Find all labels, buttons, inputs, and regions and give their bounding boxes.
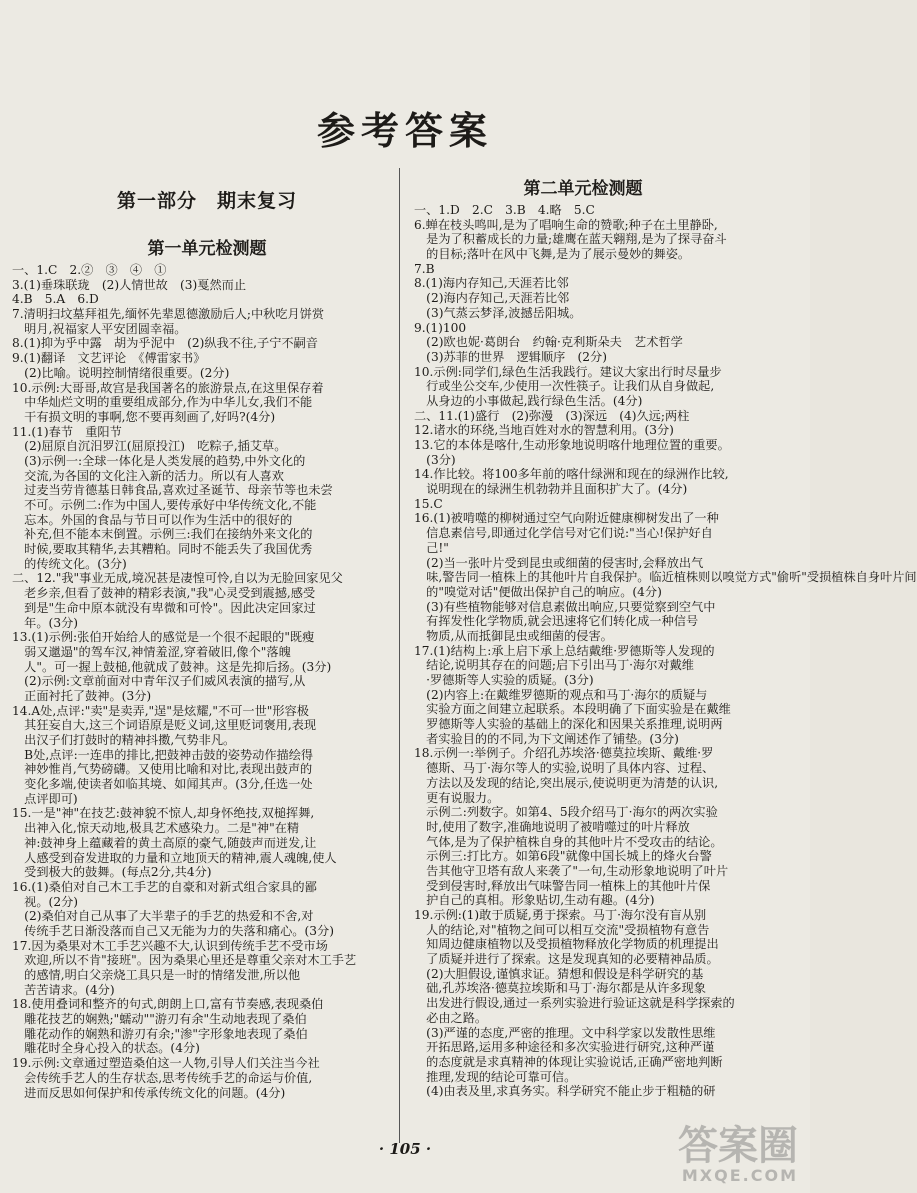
answer-line: 会传统手艺人的生存状态,思考传统手艺的命运与价值,: [12, 1070, 313, 1085]
answer-line: 方法以及发现的结论,突出展示,使说明更为清楚的认识,: [414, 775, 719, 790]
answer-line: 10.示例:同学们,绿色生活我践行。建议大家出行时尽量步: [414, 364, 722, 379]
answer-line: 更有说服力。: [414, 790, 500, 805]
answer-line: 的态度就是求真精神的体现让实验说话,正确严密地判断: [414, 1054, 723, 1069]
answer-line: 结论,说明其存在的问题;启下引出马丁·海尔对戴维: [414, 658, 694, 673]
answer-line: (3)严谨的态度,严密的推理。文中科学家以发散性思维: [414, 1025, 716, 1040]
answer-line: 神:鼓神身上蕴藏着的黄土高原的豪气,随鼓声而迸发,让: [12, 835, 317, 850]
answer-line: (3分): [414, 452, 456, 467]
answer-line: 雕花时全身心投入的状态。(4分): [12, 1041, 200, 1056]
answer-line: 14.作比较。将100多年前的喀什绿洲和现在的绿洲作比较,: [414, 467, 729, 482]
unit1-title: 第一单元检测题: [147, 239, 267, 259]
answer-line: 7.B: [414, 261, 435, 276]
answer-line: ·罗德斯等人实验的质疑。(3分): [414, 673, 594, 687]
answer-line: 一、1.D 2.C 3.B 4.略 5.C: [414, 203, 595, 217]
answer-line: 础,孔苏埃洛·德莫拉埃斯和马丁·海尔都是从许多现象: [414, 981, 706, 996]
answer-line: 传统手艺日渐没落而自己又无能为力的失落和痛心。(3分): [12, 923, 334, 938]
answer-line: 信息素信号,即通过化学信号对它们说:"当心!保护好自: [414, 526, 713, 541]
answer-line: 示例二:列数字。如第4、5段介绍马丁·海尔的两次实验: [414, 805, 718, 820]
answer-line: (2)当一张叶片受到昆虫或细菌的侵害时,会释放出气: [414, 555, 704, 570]
answer-line: (2)屈原自沉汨罗江(屈原投江) 吃粽子,插艾草。: [12, 439, 287, 454]
answer-line: 16.(1)桑伯对自己木工手艺的自豪和对新式组合家具的鄙: [12, 879, 317, 894]
answer-line: 视。(2分): [12, 894, 79, 909]
answer-line: 8.(1)抑为乎中露 胡为乎泥中 (2)纵我不往,子宁不嗣音: [12, 336, 318, 351]
answer-line: 己!": [414, 540, 449, 555]
answer-line: 知周边健康植物以及受损植物释放化学物质的机理提出: [414, 937, 719, 952]
answer-line: 开拓思路,运用多种途径和多次实验进行研究,这种严谨: [414, 1040, 715, 1055]
answer-line: (2)示例:文章前面对中青年汉子们威风表演的描写,从: [12, 674, 306, 689]
answer-line: 9.(1)100: [414, 320, 467, 335]
answer-line: 雕花技艺的娴熟;"蠕动""游刃有余"生动地表现了桑伯: [12, 1012, 307, 1027]
answer-line: 13.(1)示例:张伯开始给人的感觉是一个很不起眼的"既瘦: [12, 630, 315, 645]
answer-line: 进而反思如何保护和传承传统文化的问题。(4分): [12, 1085, 286, 1100]
answer-line: 的目标;落叶在风中飞舞,是为了展示曼妙的舞姿。: [414, 247, 691, 262]
answer-line: B处,点评:一连串的排比,把鼓神击鼓的姿势动作描绘得: [12, 747, 314, 762]
answer-line: (4)由表及里,求真务实。科学研究不能止步于粗糙的研: [414, 1084, 716, 1099]
answer-line: 正面衬托了鼓神。(3分): [12, 688, 152, 703]
answer-line: (3)气蒸云梦泽,波撼岳阳城。: [414, 305, 582, 320]
answer-line: 9.(1)翻译 文艺评论 《傅雷家书》: [12, 351, 206, 366]
answer-line: 年。(3分): [12, 615, 79, 630]
answer-line: 17.(1)结构上:承上启下承上总结戴维·罗德斯等人发现的: [414, 643, 715, 658]
answer-line: 的传统文化。(3分): [12, 556, 127, 571]
answer-line: 示例三:打比方。如第6段"就像中国长城上的烽火台警: [414, 849, 712, 864]
answer-line: 13.它的本体是喀什,生动形象地说明喀什地理位置的重要。: [414, 438, 730, 452]
answer-line: 干有损文明的事啊,您不要再刻画了,好吗?(4分): [12, 409, 276, 424]
answer-line: 味,警告同一植株上的其他叶片自我保护。临近植株则以嗅觉方式"偷听"受损植株自身叶片间: [414, 570, 917, 585]
answer-line: (3)有些植物能够对信息素做出响应,只要觉察到空气中: [414, 599, 716, 614]
answer-line: 雕花动作的娴熟和游刃有余;"渗"字形象地表现了桑伯: [12, 1026, 308, 1041]
answer-line: 变化多端,使读者如临其境、如闻其声。(3分,任选一处: [12, 777, 313, 792]
answer-line: 的感情,明白父亲烧工具只是一时的情绪发泄,所以他: [12, 968, 301, 982]
answer-line: 时,使用了数字,准确地说明了被啃噬过的叶片释放: [414, 819, 690, 834]
answer-line: 不可。示例二:作为中国人,要传承好中华传统文化,不能: [12, 498, 317, 512]
answer-line: 者实验目的的不同,为下文阐述作了铺垫。(3分): [414, 731, 679, 746]
answer-line: 弱又邋遢"的驾车汉,神情羞涩,穿着破旧,像个"落魄: [12, 644, 291, 659]
answer-line: 二、11.(1)盛行 (2)弥漫 (3)深远 (4)久远;两柱: [414, 408, 690, 423]
answer-line: 说明现在的绿洲生机勃勃并且面积扩大了。(4分): [414, 482, 688, 497]
answer-line: 出汉子们打鼓时的精神抖擞,气势非凡。: [12, 733, 236, 747]
answer-line: 14.A处,点评:"卖"是卖弄,"逞"是炫耀,"不可一世"形容极: [12, 703, 309, 718]
part-title: 第一部分 期末复习: [116, 190, 297, 212]
answer-line: 11.(1)春节 重阳节: [12, 424, 122, 439]
answer-line: 了质疑并进行了探索。这是发现真知的必要精神品质。: [414, 952, 719, 967]
answer-line: 12.诸水的环绕,当地百姓对水的智慧利用。(3分): [414, 423, 674, 438]
answer-line: 二、12."我"事业无成,境况甚是凄惶可怜,自以为无脸回家见父: [12, 571, 343, 586]
answer-line: 19.示例:(1)敢于质疑,勇于探索。马丁·海尔没有盲从别: [414, 908, 707, 922]
column-divider: [399, 168, 400, 1143]
answer-line: 的"嗅觉对话"便做出保护自己的响应。(4分): [414, 584, 662, 599]
answer-line: 15.一是"神"在技艺:鼓神貌不惊人,却身怀绝技,双槌挥舞,: [12, 806, 315, 821]
answer-line: 18.示例一:举例子。介绍孔苏埃洛·德莫拉埃斯、戴维·罗: [414, 746, 714, 761]
page-number: · 105 ·: [378, 1140, 432, 1158]
answer-line: 神妙惟肖,气势磅礴。又使用比喻和对比,表现出鼓声的: [12, 762, 313, 777]
answer-line: 16.(1)被啃噬的柳树通过空气向附近健康柳树发出了一种: [414, 511, 719, 526]
answer-line: (3)示例一:全球一体化是人类发展的趋势,中外文化的: [12, 453, 306, 468]
answer-line: 补充,但不能本末倒置。示例三:我们在接纳外来文化的: [12, 527, 313, 542]
answer-line: 实验方面之间建立起联系。本段明确了下面实验是在戴维: [414, 702, 731, 717]
answer-line: 3.(1)垂珠联珑 (2)人情世故 (3)戛然而止: [12, 277, 247, 292]
answer-line: 10.示例:大哥哥,故宫是我国著名的旅游景点,在这里保存着: [12, 380, 324, 395]
page-title: 参考答案: [316, 108, 493, 153]
answer-line: 19.示例:文章通过塑造桑伯这一人物,引导人们关注当今社: [12, 1056, 320, 1071]
answer-line: 过麦当劳肯德基日韩食品,喜欢过圣诞节、母亲节等也未尝: [12, 483, 333, 498]
answer-line: 忘本。外国的食品与节日可以作为生活中的很好的: [12, 512, 293, 527]
answer-line: 出神入化,惊天动地,极具艺术感染力。二是"神"在精: [12, 821, 300, 836]
answer-line: 18.使用叠词和整齐的句式,朗朗上口,富有节奏感,表现桑伯: [12, 997, 324, 1012]
answer-line: 8.(1)海内存知己,天涯若比邻: [414, 276, 569, 291]
answer-line: 明月,祝福家人平安团圆幸福。: [12, 321, 187, 336]
answer-line: 物质,从而抵御昆虫或细菌的侵害。: [414, 628, 613, 643]
answer-line: 是为了积蓄成长的力量;雄鹰在蓝天翱翔,是为了探寻奋斗: [414, 232, 727, 247]
answer-line: (2)比喻。说明控制情绪很重要。(2分): [12, 365, 230, 380]
answer-line: (3)苏菲的世界 逻辑顺序 (2分): [414, 349, 607, 364]
answer-line: 4.B 5.A 6.D: [12, 292, 99, 307]
answer-line: 护自己的真相。形象贴切,生动有趣。(4分): [414, 893, 655, 908]
answer-line: 受到极大的鼓舞。(每点2分,共4分): [12, 865, 212, 880]
answer-line: 受到侵害时,释放出气味警告同一植株上的其他叶片保: [414, 878, 711, 893]
answer-line: 推理,发现的结论可靠可信。: [414, 1069, 577, 1084]
answer-line: 告其他守卫塔有敌人来袭了"一句,生动形象地说明了叶片: [414, 863, 729, 878]
answer-line: 罗德斯等人实验的基础上的深化和因果关系推理,说明两: [414, 717, 723, 732]
answer-line: 7.清明扫坟墓拜祖先,缅怀先辈恩德激励后人;中秋吃月饼赏: [12, 307, 325, 322]
answer-line: 气体,是为了保护植株自身的其他叶片不受攻击的结论。: [414, 834, 723, 849]
watermark-sub: MXQE.COM: [681, 1166, 798, 1185]
answer-line: 17.因为桑果对木工手艺兴趣不大,认识到传统手艺不受市场: [12, 938, 328, 953]
answer-line: 苦苦请求。(4分): [12, 982, 115, 997]
left-column: [12, 263, 390, 1100]
answer-line: 到是"生命中原本就没有卑微和可怜"。因此决定回家过: [12, 600, 316, 615]
answer-line: 时候,要取其精华,去其糟粕。同时不能丢失了我国优秀: [12, 542, 313, 557]
watermark-main: 答案圈: [678, 1123, 798, 1169]
answer-line: 15.C: [414, 496, 443, 511]
answer-line: 行或坐公交车,少使用一次性筷子。让我们从自身做起,: [414, 379, 715, 394]
answer-line: 交流,为各国的文化注入新的活力。所以有人喜欢: [12, 468, 284, 483]
answer-line: 出发进行假设,通过一系列实验进行验证这就是科学探索的: [414, 996, 735, 1011]
watermark-logo: [678, 1123, 798, 1185]
answer-line: 人"。可一握上鼓槌,他就成了鼓神。这是先抑后扬。(3分): [12, 659, 332, 674]
answer-line: 6.蝉在枝头鸣叫,是为了唱响生命的赞歌;种子在土里静卧,: [414, 217, 718, 232]
answer-line: 其狂妄自大,这三个词语原是贬义词,这里贬词褒用,表现: [12, 718, 317, 733]
answer-line: 人的结论,对"植物之间可以相互交流"受损植物有意告: [414, 922, 710, 937]
answer-line: (2)海内存知己,天涯若比邻: [414, 291, 570, 306]
answer-line: 必由之路。: [414, 1010, 488, 1025]
answer-line: 从身边的小事做起,践行绿色生活。(4分): [414, 393, 643, 408]
answer-line: 人感受到奋发进取的力量和立地顶天的精神,震人魂魄,使人: [12, 850, 337, 865]
answer-line: 德斯、马丁·海尔等人的实验,说明了具体内容、过程、: [414, 761, 715, 776]
answer-line: 欢迎,所以不肯"接班"。因为桑果心里还是尊重父亲对木工手艺: [12, 953, 357, 968]
answer-line: 一、1.C 2.② ③ ④ ①: [12, 263, 167, 277]
right-column: [414, 203, 917, 1099]
answer-line: (2)内容上:在戴维罗德斯的观点和马丁·海尔的质疑与: [414, 687, 708, 702]
unit2-title: 第二单元检测题: [523, 179, 643, 199]
answer-line: 有挥发性化学物质,就会迅速将它们转化成一种信号: [414, 614, 699, 629]
answer-line: 点评即可): [12, 791, 78, 806]
answer-line: (2)大胆假设,谨慎求证。猜想和假设是科学研究的基: [414, 966, 704, 981]
answer-line: (2)欧也妮·葛朗台 约翰·克利斯朵夫 艺术哲学: [414, 335, 683, 350]
answer-line: (2)桑伯对自己从事了大半辈子的手艺的热爱和不舍,对: [12, 909, 314, 924]
answer-line: 中华灿烂文明的重要组成部分,作为中华儿女,我们不能: [12, 395, 313, 410]
answer-line: 老乡亲,但看了鼓神的精彩表演,"我"心灵受到震撼,感受: [12, 586, 316, 601]
